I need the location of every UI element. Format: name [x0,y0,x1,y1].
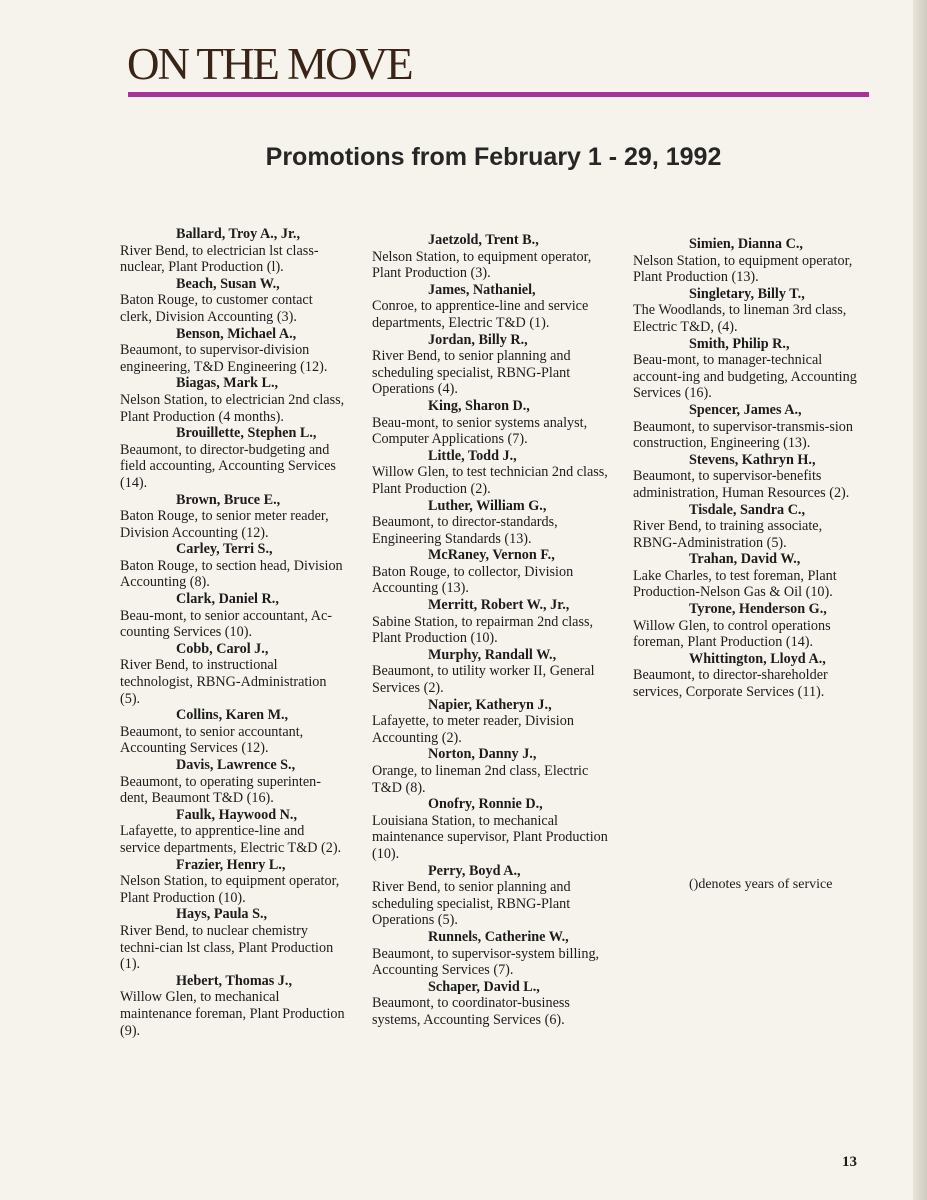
headline: Promotions from February 1 - 29, 1992 [265,143,722,171]
promotion-entry [372,746,610,796]
page-edge [913,0,927,1200]
promotion-details: River Bend, to nuclear chemistry techni-cian lst class, Plant Production (1). [120,922,334,973]
promotion-details: Nelson Station, to electrician 2nd class, Plant Production (4 months). [120,391,345,425]
page-number: 13 [842,1154,857,1170]
promotion-entry [372,332,610,398]
promotion-details: Baton Rouge, to senior meter reader, Division Accounting (12). [120,508,329,541]
promotion-entry [120,757,348,807]
employee-name: Stevens, Kathryn H., [689,451,816,468]
promotion-entry [372,232,610,282]
promotion-entry [120,492,348,542]
promotion-entry [633,336,869,402]
promotion-entry [633,402,869,452]
promotion-details: River Bend, to electrician lst class-nuclear, Plant Production (l). [120,242,319,276]
promotion-entry [372,929,610,979]
employee-name: Cobb, Carol J., [176,640,269,657]
promotion-details: Sabine Station, to repairman 2nd class, Plant Production (10). [372,613,594,647]
promotion-details: Baton Rouge, to section head, Division Accounting (8). [120,557,343,591]
employee-name: Faulk, Haywood N., [176,806,298,823]
employee-name: Hebert, Thomas J., [176,972,292,989]
promotion-details: Beaumont, to senior accountant, Accounting Services (12). [120,723,304,757]
promotion-details: Beaumont, to director-standards, Engineering Standards (13). [372,514,558,547]
employee-name: Onofry, Ronnie D., [428,796,543,813]
employee-name: Tisdale, Sandra C., [689,501,806,518]
employee-name: Luther, William G., [428,497,547,514]
promotion-entry [120,857,348,907]
promotion-details: Nelson Station, to equipment operator, Plant Production (3). [372,248,592,282]
promotion-details: Beaumont, to coordinator-business systems, Accounting Services (6). [372,995,570,1028]
employee-name: Brown, Bruce E., [176,491,281,508]
section-title: ON THE MOVE [127,39,412,89]
promotion-details: River Bend, to training associate, RBNG-Administration (5). [633,518,823,551]
promotion-details: Lafayette, to apprentice-line and service departments, Electric T&D (2). [120,823,342,856]
employee-name: Beach, Susan W., [176,275,280,292]
promotion-details: Beaumont, to director-budgeting and field accounting, Accounting Services (14). [120,441,336,491]
promotion-entry [633,651,869,701]
employee-name: Simien, Dianna C., [689,236,803,252]
promotion-entry [120,276,348,326]
promotion-entry [120,326,348,376]
promotion-entry [372,796,610,862]
promotion-entry [633,452,869,502]
employee-name: Davis, Lawrence S., [176,757,296,773]
promotion-entry [120,707,348,757]
promotion-details: Beaumont, to supervisor-system billing, Accounting Services (7). [372,945,600,979]
footnote: ()denotes years of service [689,877,833,892]
employee-name: Biagas, Mark L., [176,375,279,392]
promotion-details: Baton Rouge, to collector, Division Accounting (13). [372,563,574,597]
promotion-details: River Bend, to senior planning and scheduling specialist, RBNG-Plant Operations (4). [372,348,571,398]
employee-name: Jaetzold, Trent B., [428,232,539,248]
promotion-details: Beaumont, to director-shareholder services, Corporate Services (11). [633,667,828,701]
promotion-details: Beaumont, to supervisor-transmis-sion construction, Engineering (13). [633,418,853,452]
employee-name: Perry, Boyd A., [428,862,521,879]
promotion-entry [120,375,348,425]
promotion-entry [372,979,610,1029]
promotion-details: The Woodlands, to lineman 3rd class, Electric T&D, (4). [633,302,847,335]
promotion-details: Beau-mont, to manager-technical account-ing and budgeting, Accounting Services (16). [633,352,857,402]
promotion-details: Baton Rouge, to customer contact clerk, Division Accounting (3). [120,292,313,325]
promotion-entry [372,282,610,332]
employee-name: McRaney, Vernon F., [428,547,555,564]
employee-name: Smith, Philip R., [689,335,790,352]
employee-name: Singletary, Billy T., [689,285,805,302]
promotion-entry [120,973,348,1039]
promotion-entry [633,601,869,651]
promotion-entry [633,502,869,552]
promotion-entry [120,641,348,707]
promotion-entry [372,448,610,498]
promotion-details: River Bend, to instructional technologist, RBNG-Administration (5). [120,657,327,707]
employee-name: Little, Todd J., [428,447,517,464]
promotion-entry [120,906,348,972]
employee-name: Jordan, Billy R., [428,331,528,348]
promotion-details: Orange, to lineman 2nd class, Electric T&D (8). [372,763,589,796]
promotion-entry [372,547,610,597]
column-1 [120,226,348,1039]
promotion-entry [120,226,348,276]
employee-name: Carley, Terri S., [176,541,273,558]
employee-name: Runnels, Catherine W., [428,928,569,945]
promotion-entry [633,551,869,601]
promotion-entry [372,398,610,448]
employee-name: Schaper, David L., [428,978,540,995]
employee-name: Frazier, Henry L., [176,856,286,873]
promotion-entry [120,541,348,591]
promotion-details: Beaumont, to utility worker II, General Services (2). [372,663,595,697]
title-rule [128,92,869,97]
employee-name: Collins, Karen M., [176,707,289,724]
employee-name: Hays, Paula S., [176,906,268,923]
employee-name: James, Nathaniel, [428,281,536,298]
promotion-entry [120,807,348,857]
employee-name: Norton, Danny J., [428,746,537,763]
employee-name: Benson, Michael A., [176,325,297,342]
promotion-details: Beau-mont, to senior accountant, Ac-counting Services (10). [120,607,332,641]
promotion-entry [372,697,610,747]
promotion-details: Beaumont, to supervisor-benefits administration, Human Resources (2). [633,468,850,501]
promotion-entry [372,863,610,929]
promotion-entry [633,286,869,336]
promotion-details: Beau-mont, to senior systems analyst, Computer Applications (7). [372,414,588,448]
promotion-entry [633,236,869,286]
promotion-entry [120,425,348,491]
promotion-details: River Bend, to senior planning and scheduling specialist, RBNG-Plant Operations (5). [372,879,571,929]
promotion-details: Louisiana Station, to mechanical maintenance supervisor, Plant Production (10). [372,812,608,862]
employee-name: Spencer, James A., [689,401,802,418]
employee-name: Merritt, Robert W., Jr., [428,597,570,614]
promotion-entry [120,591,348,641]
promotion-details: Conroe, to apprentice-line and service departments, Electric T&D (1). [372,298,589,331]
promotion-details: Beaumont, to operating superinten-dent, Beaumont T&D (16). [120,773,321,807]
promotion-details: Beaumont, to supervisor-division engineering, T&D Engineering (12). [120,342,328,375]
promotion-entry [372,498,610,548]
promotion-details: Lafayette, to meter reader, Division Accounting (2). [372,713,574,746]
column-2 [372,232,610,1029]
promotion-details: Lake Charles, to test foreman, Plant Production-Nelson Gas & Oil (10). [633,567,837,601]
promotion-details: Willow Glen, to control operations foreman, Plant Production (14). [633,617,831,651]
promotion-details: Nelson Station, to equipment operator, Plant Production (13). [633,252,853,286]
promotion-entry [372,597,610,647]
employee-name: Ballard, Troy A., Jr., [176,226,301,242]
employee-name: Napier, Katheryn J., [428,696,552,713]
promotion-details: Nelson Station, to equipment operator, Plant Production (10). [120,873,340,906]
employee-name: Whittington, Lloyd A., [689,650,826,667]
employee-name: Trahan, David W., [689,551,801,568]
promotion-details: Willow Glen, to test technician 2nd class, Plant Production (2). [372,464,608,497]
column-3 [633,236,869,701]
employee-name: Tyrone, Henderson G., [689,601,827,618]
employee-name: Clark, Daniel R., [176,591,279,608]
employee-name: Murphy, Randall W., [428,646,557,663]
promotion-entry [372,647,610,697]
promotion-details: Willow Glen, to mechanical maintenance foreman, Plant Production (9). [120,989,345,1039]
employee-name: King, Sharon D., [428,397,530,414]
employee-name: Brouillette, Stephen L., [176,425,317,442]
